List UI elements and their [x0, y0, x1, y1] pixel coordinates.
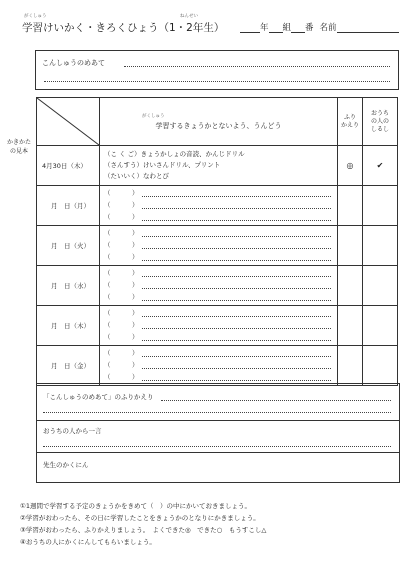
- entry-line[interactable]: [142, 276, 331, 277]
- number-field[interactable]: [291, 20, 305, 33]
- family-sign-header: おうち の人の しるし: [363, 98, 398, 146]
- instruction-item: ②学習がおわったら、その日に学習したことをきょうかのとなりにかきましょう。: [20, 514, 260, 522]
- title-ruby-nensei: ねんせい: [180, 14, 198, 19]
- plan-table: [36, 97, 398, 386]
- goal-review-line[interactable]: [43, 412, 391, 413]
- review-cell[interactable]: [338, 266, 363, 306]
- year-label: 年: [260, 23, 269, 33]
- review-cell[interactable]: [338, 306, 363, 346]
- family-comment-label: おうちの人から一言: [43, 427, 102, 435]
- entry-line[interactable]: [142, 248, 331, 249]
- goal-line[interactable]: [44, 81, 390, 82]
- weekly-goal-label: こんしゅうのめあて: [42, 59, 105, 67]
- student-info: [240, 20, 399, 33]
- goal-line[interactable]: [124, 66, 390, 67]
- review-cell[interactable]: [338, 186, 363, 226]
- entry-line[interactable]: [142, 380, 331, 381]
- entry-line[interactable]: [142, 368, 331, 369]
- sample-line-3: （たいいく）なわとび: [104, 172, 169, 180]
- sample-row: [37, 146, 398, 186]
- sample-review-mark: ◎: [338, 146, 363, 186]
- instruction-item: ①1週間で学習する予定のきょうかをきめて（ ）の中にかいておきましょう。: [20, 502, 251, 510]
- header: [22, 14, 397, 36]
- day-row: [37, 266, 398, 306]
- sample-day: 4月30日（木）: [37, 146, 100, 186]
- sign-cell[interactable]: [363, 306, 398, 346]
- family-comment-line[interactable]: [43, 446, 391, 447]
- day-label: 月 日（木）: [37, 306, 100, 346]
- day-label: 月 日（水）: [37, 266, 100, 306]
- day-row: [37, 346, 398, 386]
- instruction-item: ③学習がおわったら、ふりかえりましょう。 よくできた◎ できた○ もうすこし△: [20, 526, 267, 534]
- entry-line[interactable]: [142, 288, 331, 289]
- name-label: 名前: [319, 23, 337, 33]
- class-label: 組: [282, 23, 292, 33]
- review-cell[interactable]: [338, 226, 363, 266]
- sign-cell[interactable]: [363, 186, 398, 226]
- review-header: ふり かえり: [338, 98, 363, 146]
- table-header-row: [37, 98, 398, 146]
- header-diagonal-cell: [37, 98, 100, 146]
- subject-header-text: 学習するきょうかとないよう、うんどう: [155, 121, 282, 130]
- instructions: [20, 500, 266, 548]
- entry-line[interactable]: [142, 208, 331, 209]
- day-subjects[interactable]: （ ） （ ） （ ）: [100, 306, 338, 346]
- goal-review-label: 「こんしゅうのめあて」のふりかえり: [43, 393, 154, 401]
- year-field[interactable]: [240, 20, 260, 33]
- day-row: [37, 226, 398, 266]
- day-label: 月 日（金）: [37, 346, 100, 386]
- entry-line[interactable]: [142, 260, 331, 261]
- subject-header-ruby: がくしゅう: [142, 113, 165, 119]
- entry-line[interactable]: [142, 220, 331, 221]
- day-label: 月 日（火）: [37, 226, 100, 266]
- sample-subjects: [100, 146, 338, 186]
- name-field[interactable]: [337, 20, 399, 33]
- class-field[interactable]: [269, 20, 283, 33]
- day-row: [37, 306, 398, 346]
- review-cell[interactable]: [338, 346, 363, 386]
- entry-line[interactable]: [142, 236, 331, 237]
- sample-line-1: （こ く ご）きょうかしょの音読、かんじドリル: [104, 150, 245, 158]
- entry-line[interactable]: [142, 356, 331, 357]
- subject-header: [100, 98, 338, 146]
- entry-line[interactable]: [142, 300, 331, 301]
- day-subjects[interactable]: （ ） （ ） （ ）: [100, 266, 338, 306]
- sample-sign-mark: ✔: [363, 146, 398, 186]
- sign-cell[interactable]: [363, 226, 398, 266]
- title-ruby: がくしゅう: [24, 14, 47, 19]
- weekly-goal-box: [35, 50, 399, 90]
- sign-cell[interactable]: [363, 346, 398, 386]
- reflection-box: [36, 383, 400, 483]
- day-subjects[interactable]: （ ） （ ） （ ）: [100, 226, 338, 266]
- day-subjects[interactable]: （ ） （ ） （ ）: [100, 346, 338, 386]
- goal-review-line[interactable]: [161, 400, 391, 401]
- page-title: 学習けいかく・きろくひょう（1・2年生）: [22, 22, 225, 34]
- day-row: [37, 186, 398, 226]
- number-label: 番: [305, 23, 314, 33]
- entry-line[interactable]: [142, 328, 331, 329]
- teacher-check-label: 先生のかくにん: [43, 461, 89, 469]
- day-label: 月 日（月）: [37, 186, 100, 226]
- entry-line[interactable]: [142, 196, 331, 197]
- sign-cell[interactable]: [363, 266, 398, 306]
- entry-line[interactable]: [142, 340, 331, 341]
- day-subjects[interactable]: （ ） （ ） （ ）: [100, 186, 338, 226]
- instruction-item: ④おうちの人にかくにんしてもらいましょう。: [20, 538, 156, 546]
- sample-line-2: （さんすう）けいさんドリル、プリント: [104, 161, 221, 169]
- entry-line[interactable]: [142, 316, 331, 317]
- diagonal-line: [37, 98, 99, 145]
- sample-side-label: かきかた の見本: [6, 139, 31, 155]
